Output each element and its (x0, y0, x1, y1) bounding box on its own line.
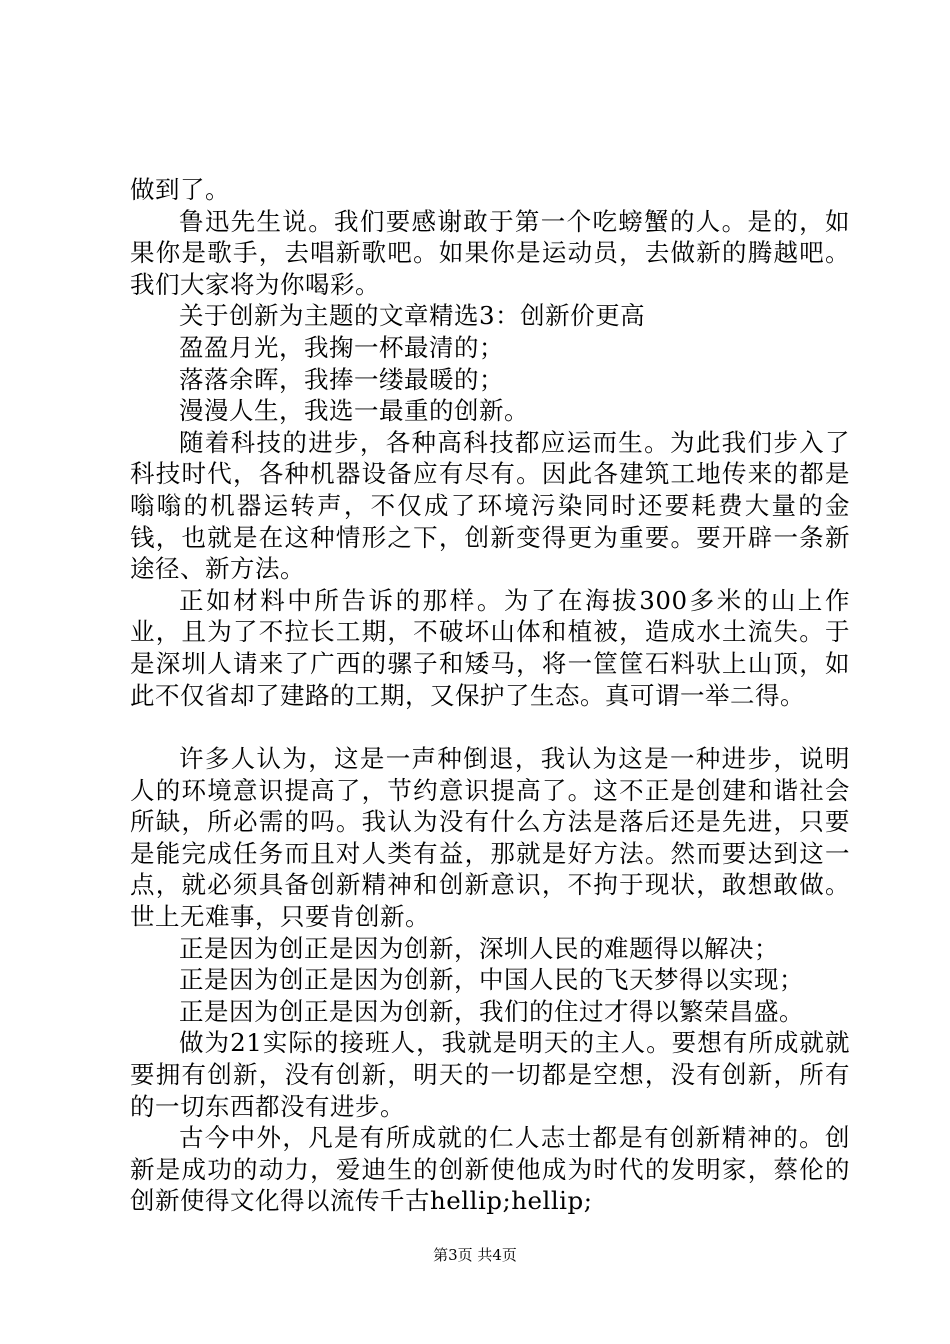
paragraph: 做为21实际的接班人，我就是明天的主人。要想有所成就就要拥有创新，没有创新，明天的一切都是空想，没有创新，所有的一切东西都没有进步。 (130, 1028, 850, 1121)
page-indicator: 第3页 共4页 (433, 1246, 517, 1264)
paragraph: 做到了。 (130, 175, 230, 204)
poem-line: 盈盈月光，我掬一杯最清的； (179, 332, 504, 362)
document-body (130, 174, 850, 1217)
paragraph: 随着科技的进步，各种高科技都应运而生。为此我们步入了科技时代，各种机器设备应有尽有。因此各建筑工地传来的都是嗡嗡的机器运转声，不仅成了环境污染同时还要耗费大量的金钱，也就是在这种情形之下，创新变得更为重要。要开辟一条新途径、新方法。 (130, 427, 850, 584)
paragraph: 许多人认为，这是一声种倒退，我认为这是一种进步，说明人的环境意识提高了，节约意识提高了。这不正是创建和谐社会所缺，所必需的吗。我认为没有什么方法是落后还是先进，只要是能完成任务而且对人类有益，那就是好方法。然而要达到这一点，就必须具备创新精神和创新意识，不拘于现状，敢想敢做。世上无难事，只要肯创新。 (130, 744, 850, 932)
paragraph: 正是因为创正是因为创新，中国人民的飞天梦得以实现； (179, 965, 804, 995)
paragraph: 正是因为创正是因为创新，我们的住过才得以繁荣昌盛。 (179, 996, 804, 1026)
poem-line: 漫漫人生，我选一最重的创新。 (179, 396, 529, 426)
paragraph: 正如材料中所告诉的那样。为了在海拔300多米的山上作业，且为了不拉长工期，不破坏山体和植被，造成水土流失。于是深圳人请来了广西的骡子和矮马，将一筐筐石料驮上山顶，如此不仅省却了建路的工期，又保护了生态。真可谓一举二得。 (130, 585, 850, 710)
section-heading: 关于创新为主题的文章精选3：创新价更高 (179, 301, 646, 331)
poem-line: 落落余晖，我捧一缕最暖的； (179, 364, 504, 394)
paragraph: 鲁迅先生说。我们要感谢敢于第一个吃螃蟹的人。是的，如果你是歌手，去唱新歌吧。如果你是运动员，去做新的腾越吧。我们大家将为你喝彩。 (130, 206, 850, 299)
paragraph: 古今中外，凡是有所成就的仁人志士都是有创新精神的。创新是成功的动力，爱迪生的创新使他成为时代的发明家，蔡伦的创新使得文化得以流传千古hellip;hellip; (130, 1123, 850, 1216)
paragraph: 正是因为创正是因为创新，深圳人民的难题得以解决； (179, 933, 779, 963)
